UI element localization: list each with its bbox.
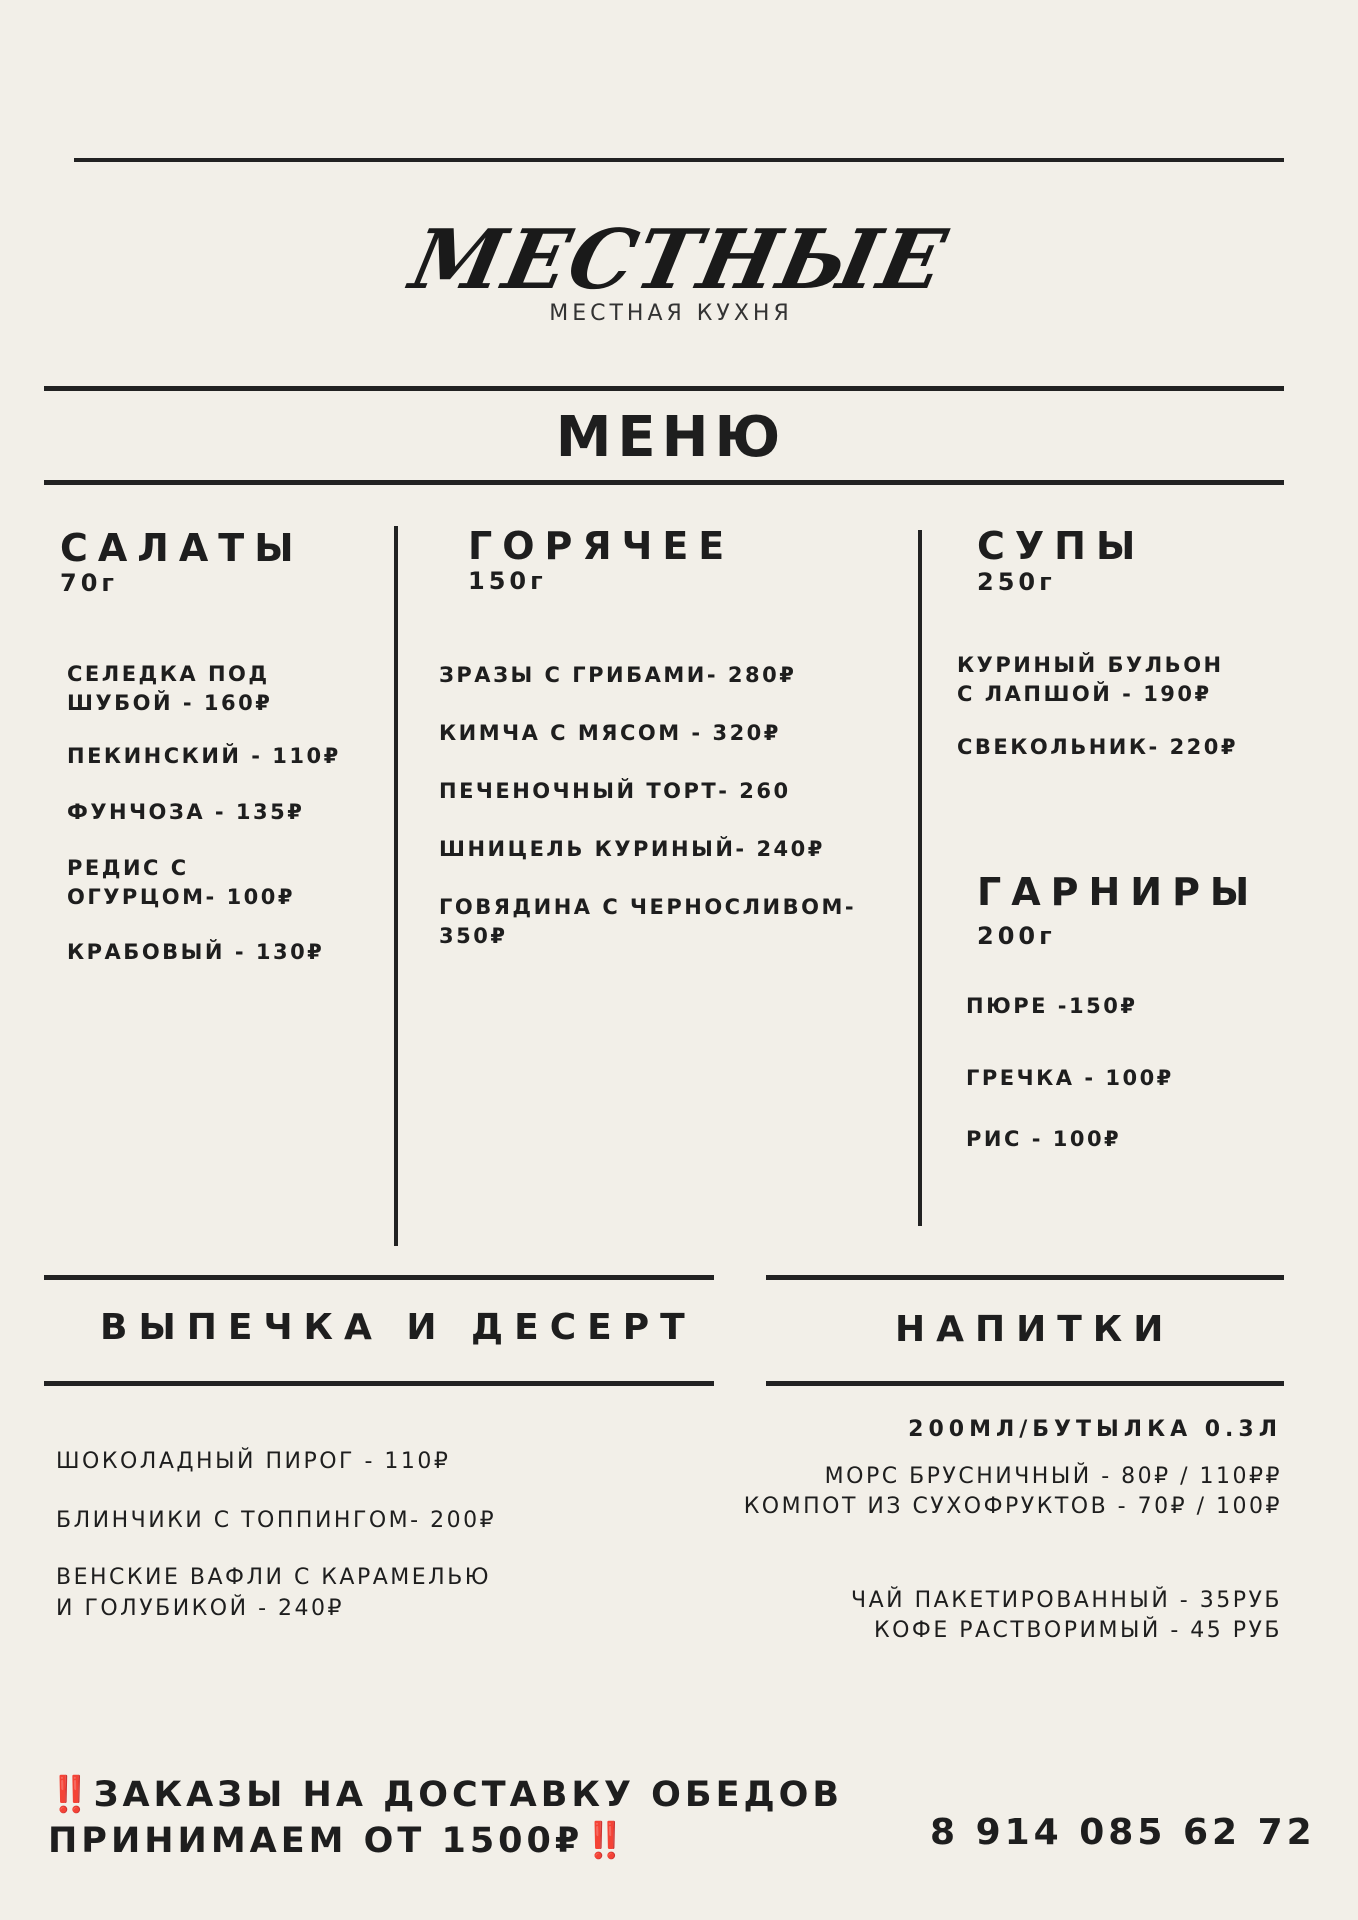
salad-item: ФУНЧОЗА - 135₽: [67, 800, 305, 824]
salad-item: РЕДИС С ОГУРЦОМ- 100₽: [67, 856, 296, 909]
salads-weight: 70г: [60, 569, 118, 597]
bakery-item: ШОКОЛАДНЫЙ ПИРОГ - 110₽: [56, 1449, 451, 1474]
bakery-item: БЛИНЧИКИ С ТОППИНГОМ- 200₽: [56, 1508, 497, 1533]
double-exclamation-icon: ‼️: [583, 1821, 623, 1861]
bakery-rule-bottom: [44, 1381, 714, 1386]
menu-title: МЕНЮ: [555, 405, 787, 470]
bakery-rule-top: [44, 1275, 714, 1280]
hot-weight: 150г: [468, 567, 547, 595]
drink-item: КОФЕ РАСТВОРИМЫЙ - 45 РУБ: [873, 1618, 1282, 1643]
bakery-title: ВЫПЕЧКА И ДЕСЕРТ: [100, 1307, 696, 1348]
hot-item: ШНИЦЕЛЬ КУРИНЫЙ- 240₽: [439, 837, 825, 861]
sides-title: ГАРНИРЫ: [977, 870, 1260, 914]
phone-number[interactable]: 8 914 085 62 72: [930, 1812, 1316, 1853]
drinks-volume: 200МЛ/БУТЫЛКА 0.3Л: [908, 1417, 1282, 1442]
hot-item: ГОВЯДИНА С ЧЕРНОСЛИВОМ- 350₽: [439, 895, 857, 948]
menu-title-rule-top: [44, 386, 1284, 391]
double-exclamation-icon: ‼️: [48, 1775, 88, 1815]
delivery-notice-line-1: ‼️ ЗАКАЗЫ НА ДОСТАВКУ ОБЕДОВ: [48, 1775, 844, 1815]
hot-item: КИМЧА С МЯСОМ - 320₽: [439, 721, 781, 745]
soups-weight: 250г: [977, 568, 1056, 596]
drink-item: КОМПОТ ИЗ СУХОФРУКТОВ - 70₽ / 100₽: [743, 1494, 1282, 1519]
menu-title-rule-bottom: [44, 480, 1284, 485]
soup-item: СВЕКОЛЬНИК- 220₽: [957, 735, 1239, 759]
sides-weight: 200г: [977, 922, 1056, 950]
hot-item: ПЕЧЕНОЧНЫЙ ТОРТ- 260: [439, 779, 791, 803]
bakery-item: ВЕНСКИЕ ВАФЛИ С КАРАМЕЛЬЮ И ГОЛУБИКОЙ - 240₽: [56, 1565, 492, 1621]
soups-title: СУПЫ: [977, 524, 1146, 568]
column-divider-right: [918, 530, 922, 1226]
side-item: ГРЕЧКА - 100₽: [966, 1066, 1174, 1090]
side-item: ПЮРЕ -150₽: [966, 994, 1138, 1018]
top-rule: [74, 158, 1284, 162]
soup-item: КУРИНЫЙ БУЛЬОН С ЛАПШОЙ - 190₽: [957, 653, 1224, 706]
logo-wordmark: МЕСТНЫЕ: [402, 212, 956, 308]
salad-item: СЕЛЕДКА ПОД ШУБОЙ - 160₽: [67, 662, 273, 715]
delivery-notice: [48, 1772, 843, 1864]
column-divider-left: [394, 526, 398, 1246]
hot-title: ГОРЯЧЕЕ: [468, 524, 735, 568]
logo-tagline: МЕСТНАЯ КУХНЯ: [549, 301, 793, 326]
side-item: РИС - 100₽: [966, 1127, 1122, 1151]
salad-item: ПЕКИНСКИЙ - 110₽: [67, 744, 341, 768]
drinks-rule-top: [766, 1275, 1284, 1280]
delivery-notice-line-2: ПРИНИМАЕМ ОТ 1500₽‼️: [48, 1821, 623, 1861]
drinks-rule-bottom: [766, 1381, 1284, 1386]
drinks-title: НАПИТКИ: [895, 1309, 1175, 1350]
hot-item: ЗРАЗЫ С ГРИБАМИ- 280₽: [439, 663, 797, 687]
salad-item: КРАБОВЫЙ - 130₽: [67, 940, 325, 964]
salads-title: САЛАТЫ: [60, 526, 304, 570]
drink-item: ЧАЙ ПАКЕТИРОВАННЫЙ - 35РУБ: [851, 1588, 1282, 1613]
drink-item: МОРС БРУСНИЧНЫЙ - 80₽ / 110₽₽: [824, 1464, 1282, 1489]
